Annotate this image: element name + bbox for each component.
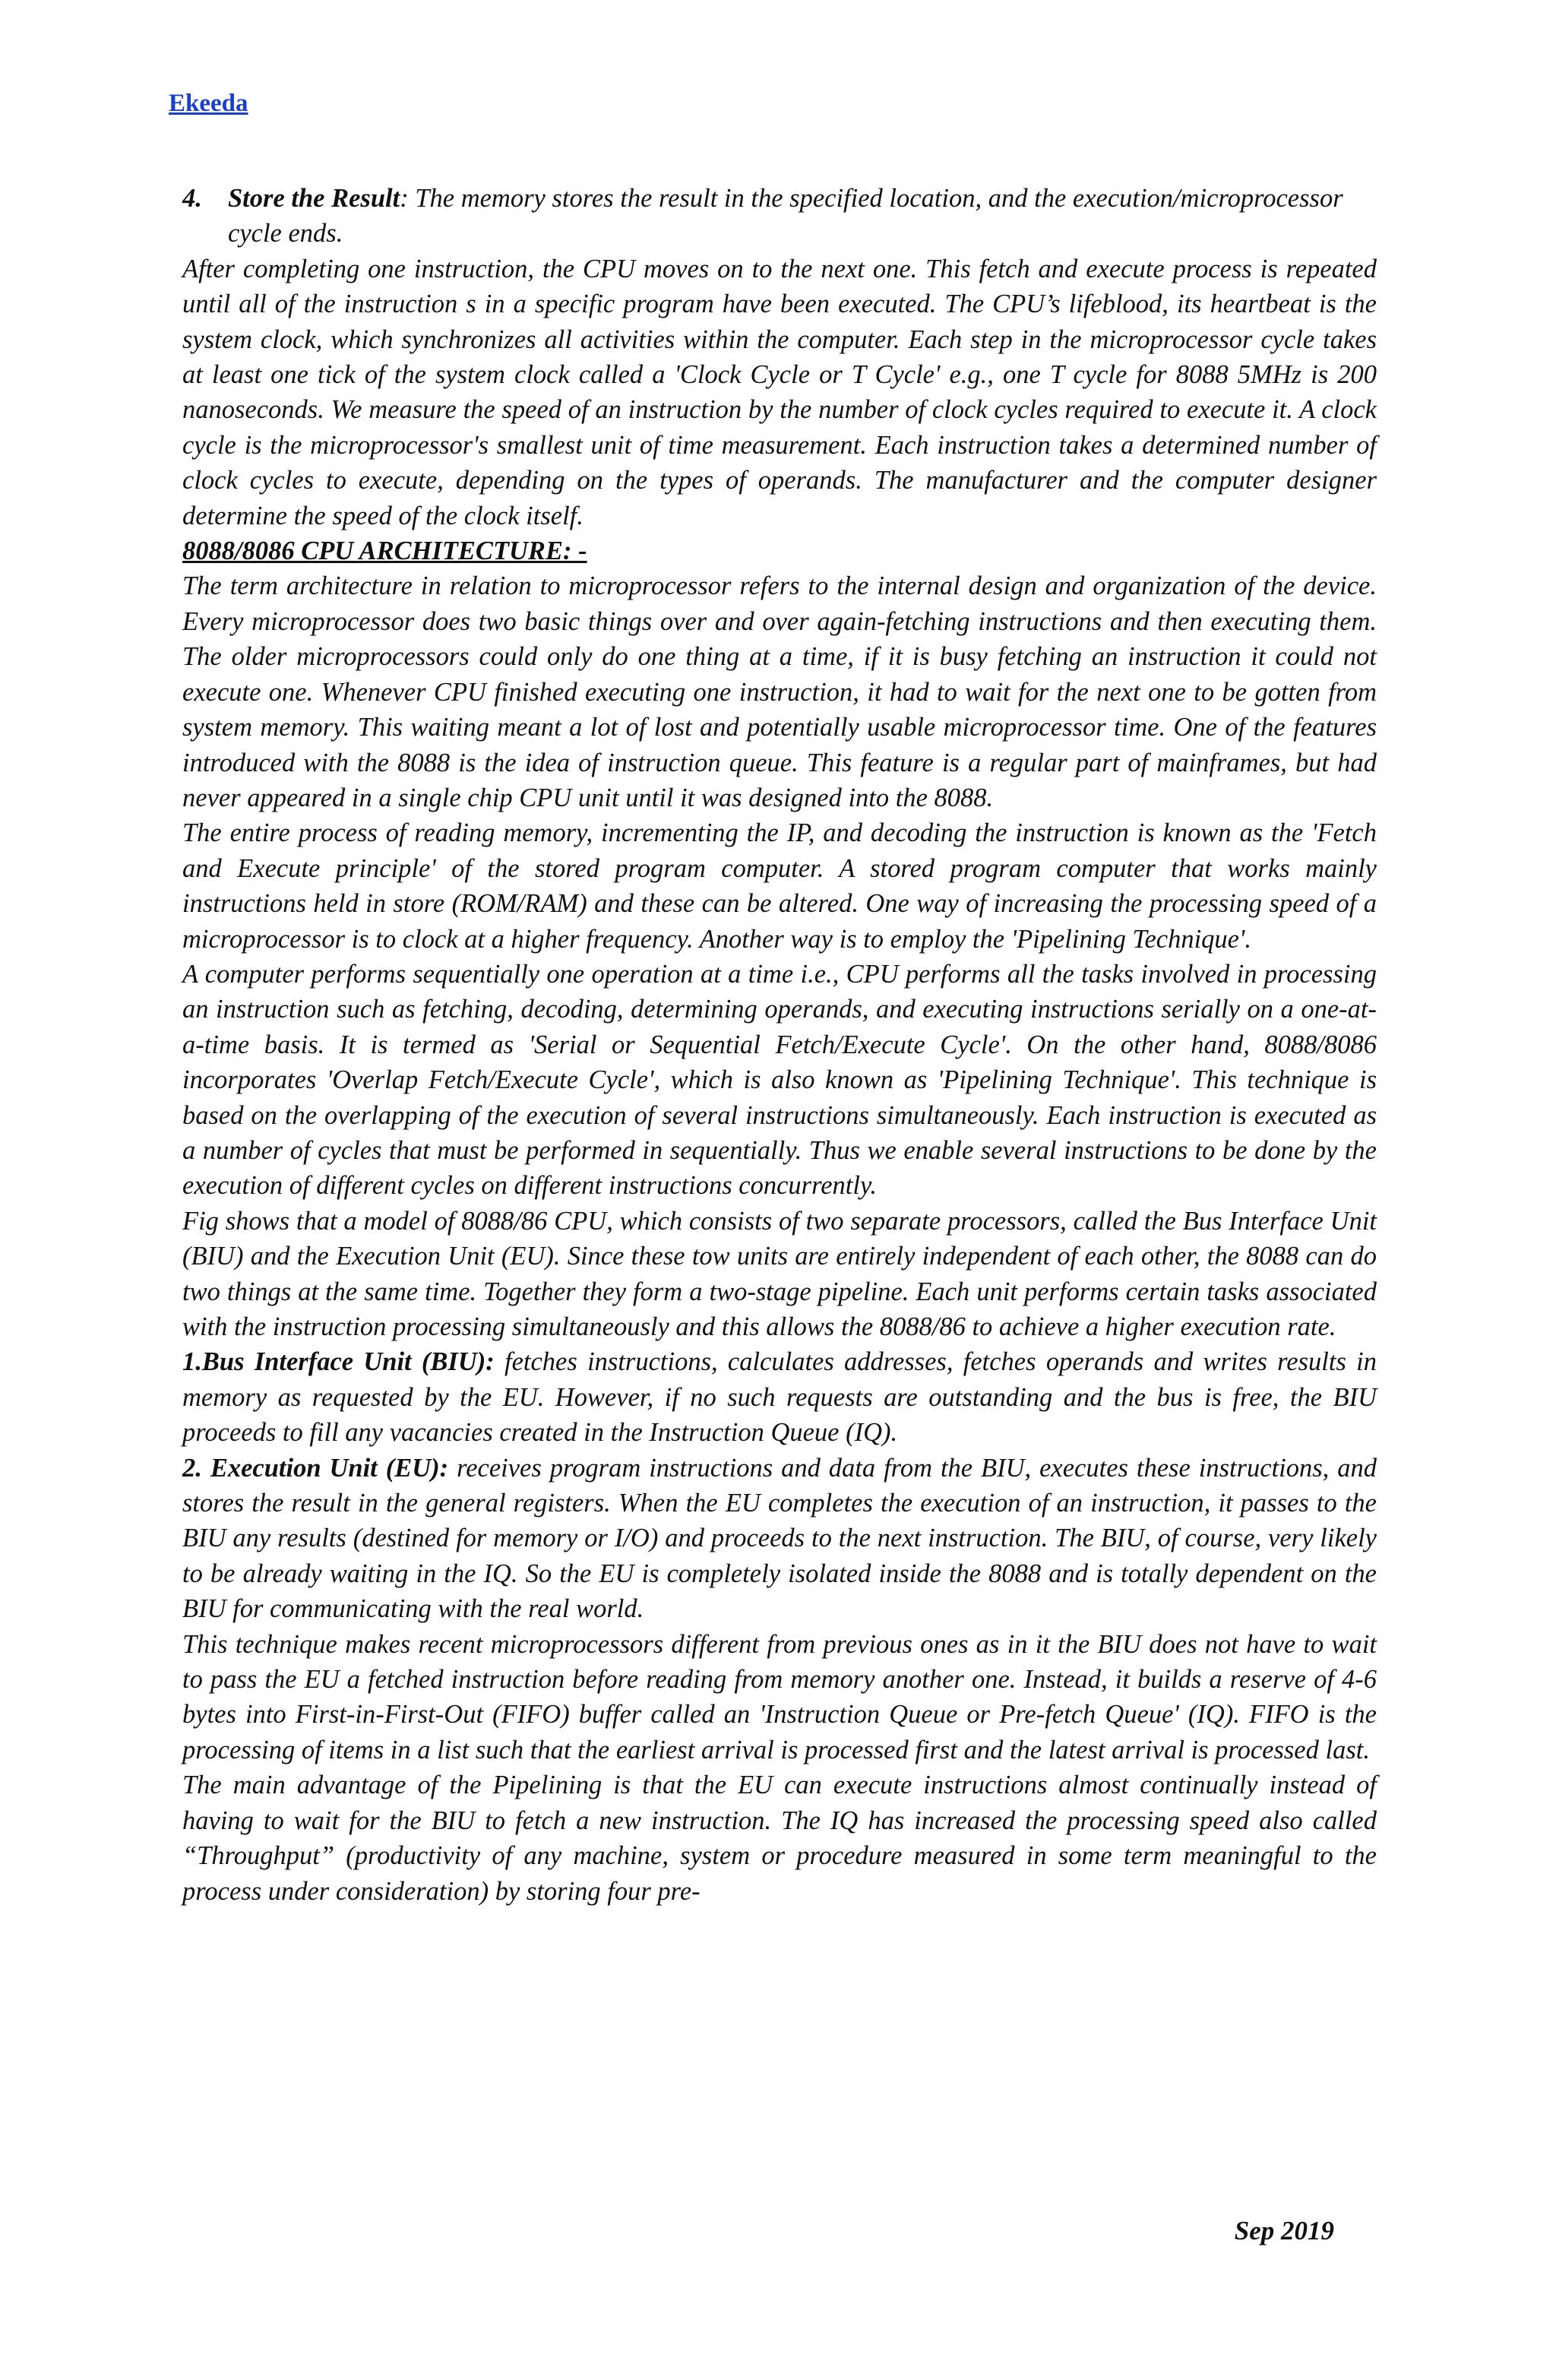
step-description: : The memory stores the result in the specified location, and the execution/microprocessor cycle ends. [228,184,1343,248]
paragraph-cpu-model: Fig shows that a model of 8088/86 CPU, which consists of two separate processors, called the Bus Interface Unit (BIU) and the Execution Unit (EU). Since these tow units are entirely independent of each other, the 8088 can do two things at the same time. Together they form a two-stage pipeline. Each unit performs certain tasks associated with the instruction processing simultaneously and this allows the 8088/86 to achieve a higher execution rate. [182,1206,1377,1341]
paragraph-architecture: The term architecture in relation to microprocessor refers to the internal design and organization of the device. Every microprocessor does two basic things over and over again-fetching instructions and then executing them. The older microprocessors could only do one thing at a time, if it is busy fetching an instruction it could not execute one. Whenever CPU finished executing one instruction, it had to wait for the next one to be gotten from system memory. This waiting meant a lot of lost and potentially usable microprocessor time. One of the features introduced with the 8088 is the idea of instruction queue. This feature is a regular part of mainframes, but had never appeared in a single chip CPU unit until it was designed into the 8088. [182,571,1377,812]
header-link[interactable]: Ekeeda [169,90,248,117]
step-text [228,181,1377,252]
eu-text: receives program instructions and data from the BIU, executes these instructions, and stores the result in the general registers. When the EU completes the execution of an instruction, it passes to the BIU any results (destined for memory or I/O) and proceeds to the next instruction. The BIU, of course, very likely to be already waiting in the IQ. So the EU is completely isolated inside the 8088 and is totally dependent on the BIU for communicating with the real world. [182,1453,1377,1624]
step-label: Store the Result [228,184,400,213]
biu-label: Bus Interface Unit (BIU): [201,1347,495,1377]
eu-label: Execution Unit (EU): [210,1453,449,1483]
paragraph-advantage: The main advantage of the Pipelining is that the EU can execute instructions almost continually instead of having to wait for the BIU to fetch a new instruction. The IQ has increased the processing speed also called “Throughput” (productivity of any machine, system or procedure measured in some term meaningful to the process under consideration) by storing four pre- [182,1771,1377,1906]
biu-text: fetches instructions, calculates addresses, fetches operands and writes results in memory as requested by the EU. However, if no such requests are outstanding and the bus is free, the BIU proceeds to fill any vacancies created in the Instruction Queue (IQ). [182,1347,1377,1448]
footer-date: Sep 2019 [1234,2216,1334,2245]
paragraph-biu [182,1344,1377,1450]
section-heading: 8088/8086 CPU ARCHITECTURE: - [182,536,587,566]
paragraph-eu [182,1451,1377,1627]
biu-number: 1. [182,1347,202,1377]
paragraph-instruction-queue: This technique makes recent microprocessors different from previous ones as in it the BIU does not have to wait to pass the EU a fetched instruction before reading from memory another one. Instead, it builds a reserve of 4-6 bytes into First-in-First-Out (FIFO) buffer called an 'Instruction Queue or Pre-fetch Queue' (IQ). FIFO is the processing of items in a list such that the earliest arrival is processed first and the latest arrival is processed last. [182,1629,1377,1764]
step-4 [182,181,1377,252]
paragraph-fetch-execute: The entire process of reading memory, incrementing the IP, and decoding the instruction is known as the 'Fetch and Execute principle' of the stored program computer. A stored program computer that works mainly instructions held in store (ROM/RAM) and these can be altered. One way of increasing the processing speed of a microprocessor is to clock at a higher frequency. Another way is to employ the 'Pipelining Technique'. [182,818,1377,954]
paragraph-clock-cycle: After completing one instruction, the CPU moves on to the next one. This fetch and execute process is repeated until all of the instruction s in a specific program have been executed. The CPU’s lifeblood, its heartbeat is the system clock, which synchronizes all activities within the computer. Each step in the microprocessor cycle takes at least one tick of the system clock called a 'Clock Cycle or T Cycle' e.g., one T cycle for 8088 5MHz is 200 nanoseconds. We measure the speed of an instruction by the number of clock cycles required to execute it. A clock cycle is the microprocessor's smallest unit of time measurement. Each instruction takes a determined number of clock cycles to execute, depending on the types of operands. The manufacturer and the computer designer determine the speed of the clock itself. [182,254,1377,530]
eu-number: 2. [182,1453,202,1483]
step-number: 4. [182,184,202,213]
paragraph-pipelining: A computer performs sequentially one operation at a time i.e., CPU performs all the tasks involved in processing an instruction such as fetching, decoding, determining operands, and executing instructions serially on a one-at-a-time basis. It is termed as 'Serial or Sequential Fetch/Execute Cycle'. On the other hand, 8088/8086 incorporates 'Overlap Fetch/Execute Cycle', which is also known as 'Pipelining Technique'. This technique is based on the overlapping of the execution of several instructions simultaneously. Each instruction is executed as a number of cycles that must be performed in sequentially. Thus we enable several instructions to be done by the execution of different cycles on different instructions concurrently. [182,959,1377,1201]
document-body [182,181,1377,1909]
